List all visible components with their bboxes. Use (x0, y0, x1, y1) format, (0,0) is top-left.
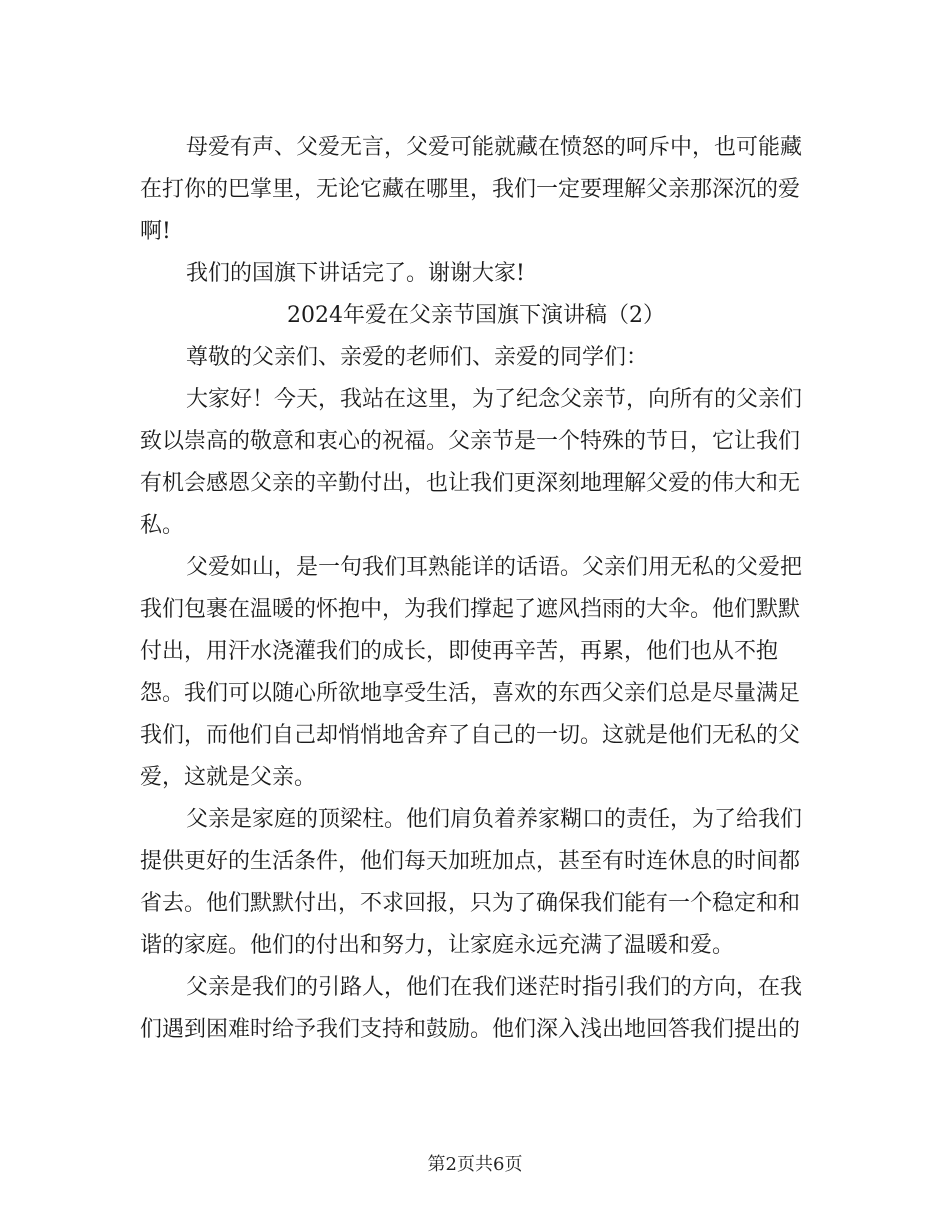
text-line: 父亲是我们的引路人，他们在我们迷茫时指引我们的方向，在我 (186, 975, 803, 1000)
text-line: 我们，而他们自己却悄悄地舍弃了自己的一切。这就是他们无私的父 (140, 723, 801, 748)
section-title: 2024年爱在父亲节国旗下演讲稿（2） (287, 303, 665, 328)
text-line: 我们的国旗下讲话完了。谢谢大家! (186, 261, 525, 286)
paragraph-greeting (140, 337, 812, 379)
text-line: 我们包裹在温暖的怀抱中，为我们撑起了遮风挡雨的大伞。他们默默 (140, 597, 801, 622)
paragraph-guide (140, 967, 812, 1051)
text-line: 爱，这就是父亲。 (140, 765, 317, 790)
paragraph-mountain (140, 547, 812, 799)
text-line: 父爱如山，是一句我们耳熟能详的话语。父亲们用无私的父爱把 (186, 555, 803, 580)
text-line: 尊敬的父亲们、亲爱的老师们、亲爱的同学们： (186, 345, 649, 370)
text-line: 们遇到困难时给予我们支持和鼓励。他们深入浅出地回答我们提出的 (140, 1017, 801, 1042)
text-line: 母爱有声、父爱无言，父爱可能就藏在愤怒的呵斥中，也可能藏 (186, 135, 803, 160)
paragraph-speech-end (140, 253, 812, 295)
text-line: 怨。我们可以随心所欲地享受生活，喜欢的东西父亲们总是尽量满足 (140, 681, 801, 706)
text-line: 谐的家庭。他们的付出和努力，让家庭永远充满了温暖和爱。 (140, 933, 735, 958)
text-line: 付出，用汗水浇灌我们的成长，即使再辛苦，再累，他们也从不抱 (140, 639, 779, 664)
text-line: 在打你的巴掌里，无论它藏在哪里，我们一定要理解父亲那深沉的爱 (140, 177, 801, 202)
paragraph-closing-love (140, 127, 812, 253)
text-line: 提供更好的生活条件，他们每天加班加点，甚至有时连休息的时间都 (140, 849, 801, 874)
page-number: 第2页共6页 (427, 1154, 523, 1175)
text-line: 致以崇高的敬意和衷心的祝福。父亲节是一个特殊的节日，它让我们 (140, 429, 801, 454)
paragraph-intro (140, 379, 812, 547)
document-body (140, 127, 812, 1051)
paragraph-pillar (140, 799, 812, 967)
text-line: 省去。他们默默付出，不求回报，只为了确保我们能有一个稳定和和 (140, 891, 801, 916)
text-line: 父亲是家庭的顶梁柱。他们肩负着养家糊口的责任，为了给我们 (186, 807, 803, 832)
text-line: 啊! (140, 219, 171, 244)
text-line: 大家好！今天，我站在这里，为了纪念父亲节，向所有的父亲们 (186, 387, 803, 412)
text-line: 私。 (140, 513, 185, 538)
text-line: 有机会感恩父亲的辛勤付出，也让我们更深刻地理解父爱的伟大和无 (140, 471, 801, 496)
